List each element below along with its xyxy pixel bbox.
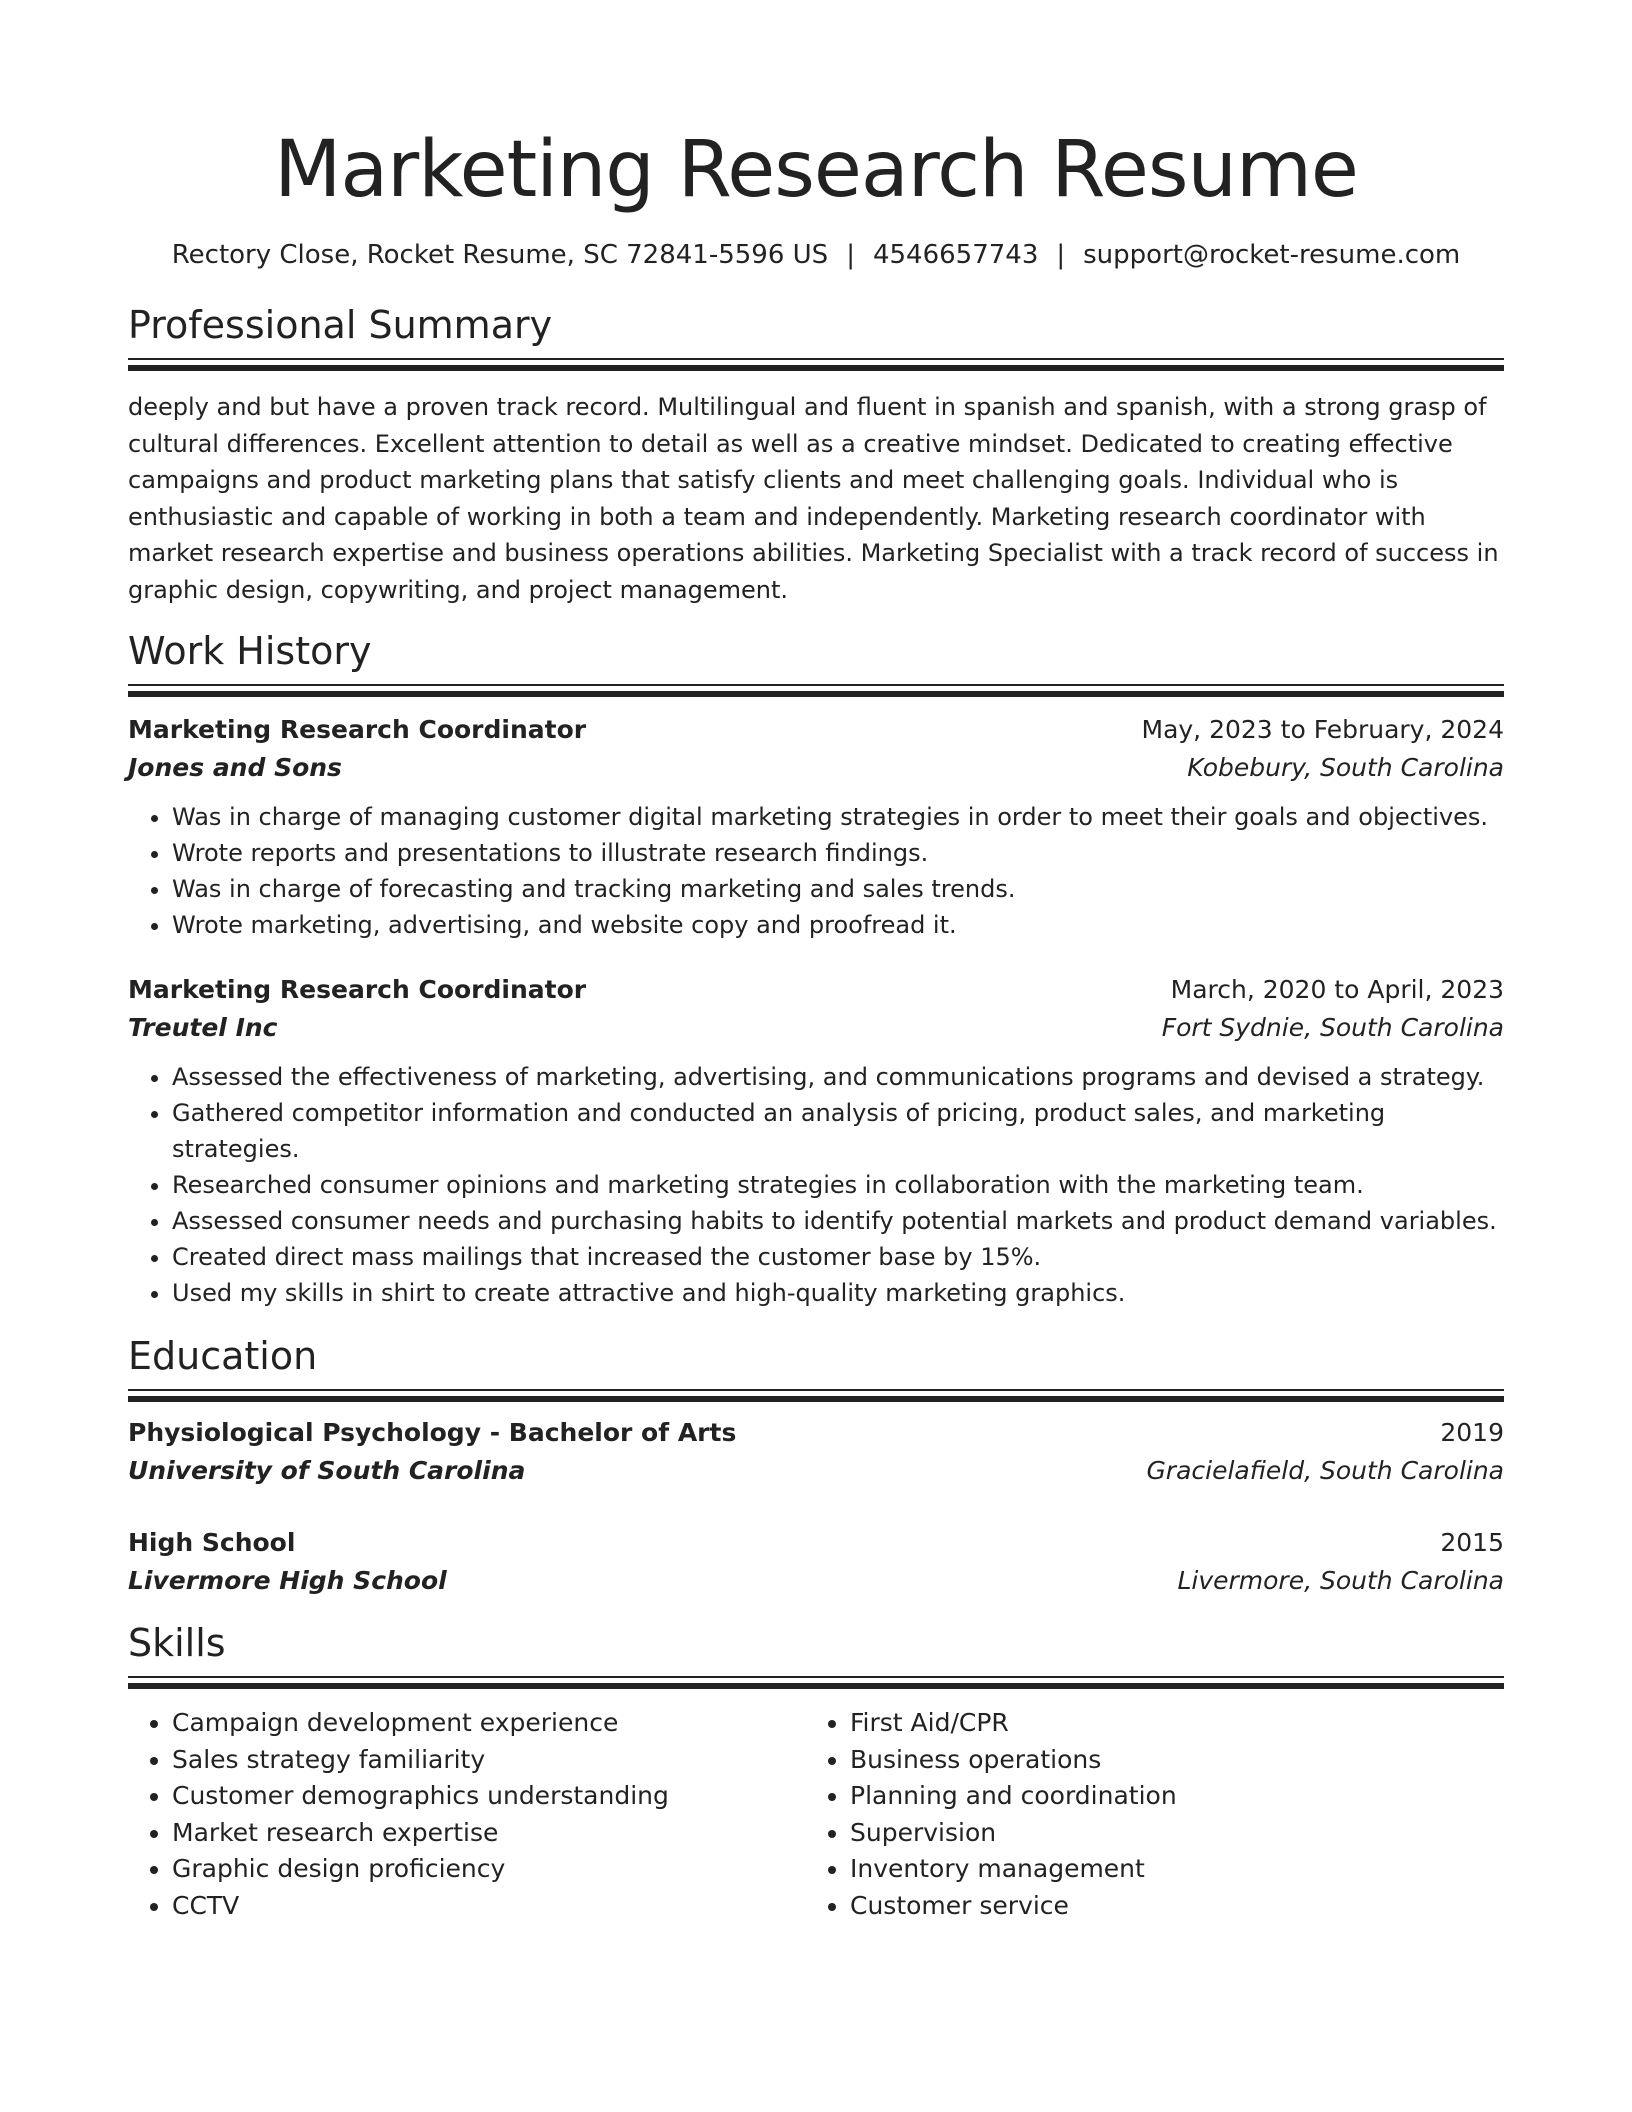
education-entry <box>128 1414 1504 1490</box>
list-item: • Used my skills in shirt to create attractive and high-quality marketing graphics. <box>172 1275 1504 1311</box>
education-location: Livermore, South Carolina <box>1177 1566 1504 1595</box>
education-year: 2015 <box>1440 1528 1504 1557</box>
list-item: • Supervision <box>850 1815 1484 1852</box>
list-item: • Market research expertise <box>172 1815 806 1852</box>
job-bullets <box>128 799 1504 943</box>
education-location: Gracielafield, South Carolina <box>1146 1456 1504 1485</box>
job-dates: May, 2023 to February, 2024 <box>1141 715 1504 744</box>
job-org-row <box>128 749 1504 787</box>
job-org-row <box>128 1009 1504 1047</box>
section-title-education: Education <box>128 1334 318 1378</box>
job-bullets <box>128 1059 1504 1311</box>
list-item: • Wrote reports and presentations to illustrate research findings. <box>172 835 1504 871</box>
skills-list-left <box>128 1705 806 1924</box>
education-org-row <box>128 1452 1504 1490</box>
list-item: • Planning and coordination <box>850 1778 1484 1815</box>
job-company: Treutel Inc <box>128 1013 278 1042</box>
resume-page <box>128 0 1504 1924</box>
education-school: Livermore High School <box>128 1566 447 1595</box>
job-dates: March, 2020 to April, 2023 <box>1170 975 1504 1004</box>
section-divider <box>128 684 1504 695</box>
contact-separator: | <box>1056 240 1066 270</box>
section-title-skills: Skills <box>128 1621 226 1665</box>
list-item: • Assessed consumer needs and purchasing habits to identify potential markets and product demand variables. <box>172 1203 1504 1239</box>
job-entry <box>128 971 1504 1311</box>
education-degree: High School <box>128 1528 296 1557</box>
education-degree: Physiological Psychology - Bachelor of Arts <box>128 1418 737 1447</box>
list-item: • Inventory management <box>850 1851 1484 1888</box>
education-entry <box>128 1524 1504 1600</box>
job-company: Jones and Sons <box>128 753 342 782</box>
list-item: • Created direct mass mailings that increased the customer base by 15%. <box>172 1239 1504 1275</box>
job-header-row <box>128 711 1504 749</box>
contact-phone: 4546657743 <box>872 240 1039 270</box>
education-year: 2019 <box>1440 1418 1504 1447</box>
list-item: • Was in charge of managing customer digital marketing strategies in order to meet their goals and objectives. <box>172 799 1504 835</box>
job-location: Kobebury, South Carolina <box>1187 753 1504 782</box>
list-item: • First Aid/CPR <box>850 1705 1484 1742</box>
education-section <box>128 1333 1504 1600</box>
education-header-row <box>128 1414 1504 1452</box>
resume-name: Marketing Research Resume <box>274 125 1358 215</box>
contact-separator: | <box>846 240 855 270</box>
list-item: • Researched consumer opinions and marketing strategies in collaboration with the marketing team. <box>172 1167 1504 1203</box>
education-school: University of South Carolina <box>128 1456 526 1485</box>
list-item: • Business operations <box>850 1742 1484 1779</box>
education-org-row <box>128 1562 1504 1600</box>
list-item: • CCTV <box>172 1888 806 1925</box>
job-position: Marketing Research Coordinator <box>128 715 587 744</box>
job-entry <box>128 711 1504 943</box>
section-title-summary: Professional Summary <box>128 303 553 347</box>
skills-list-right <box>806 1705 1484 1924</box>
list-item: • Campaign development experience <box>172 1705 806 1742</box>
summary-text: deeply and but have a proven track record. Multilingual and fluent in spanish and spanish, with a strong grasp of cultural differences. Excellent attention to detail as well as a creative mindset. Dedicated to creating effective campaigns and product marketing plans that satisfy clients and meet challenging goals. Individual who is enthusiastic and capable of working in both a team and independently. Marketing research coordinator with market research expertise and business operations abilities. Marketing Specialist with a track record of success in graphic design, copywriting, and project management. <box>128 393 1499 604</box>
section-title-work: Work History <box>128 629 372 673</box>
list-item: • Customer demographics understanding <box>172 1778 806 1815</box>
section-divider <box>128 1389 1504 1400</box>
contact-email: support@rocket-resume.com <box>1083 240 1461 270</box>
section-divider <box>128 1676 1504 1687</box>
skills-columns <box>128 1705 1504 1924</box>
list-item: • Graphic design proficiency <box>172 1851 806 1888</box>
list-item: • Gathered competitor information and conducted an analysis of pricing, product sales, and marketing strategies. <box>172 1095 1504 1167</box>
job-location: Fort Sydnie, South Carolina <box>1161 1013 1504 1042</box>
section-divider <box>128 358 1504 369</box>
contact-line <box>128 238 1504 272</box>
contact-address: Rectory Close, Rocket Resume, SC 72841-5596 US <box>171 240 829 270</box>
job-position: Marketing Research Coordinator <box>128 975 587 1004</box>
work-section <box>128 628 1504 1311</box>
list-item: • Sales strategy familiarity <box>172 1742 806 1779</box>
list-item: • Assessed the effectiveness of marketing, advertising, and communications programs and devised a strategy. <box>172 1059 1504 1095</box>
list-item: • Wrote marketing, advertising, and website copy and proofread it. <box>172 907 1504 943</box>
skills-section <box>128 1620 1504 1924</box>
summary-section <box>128 302 1504 608</box>
job-header-row <box>128 971 1504 1009</box>
education-header-row <box>128 1524 1504 1562</box>
list-item: • Customer service <box>850 1888 1484 1925</box>
list-item: • Was in charge of forecasting and tracking marketing and sales trends. <box>172 871 1504 907</box>
